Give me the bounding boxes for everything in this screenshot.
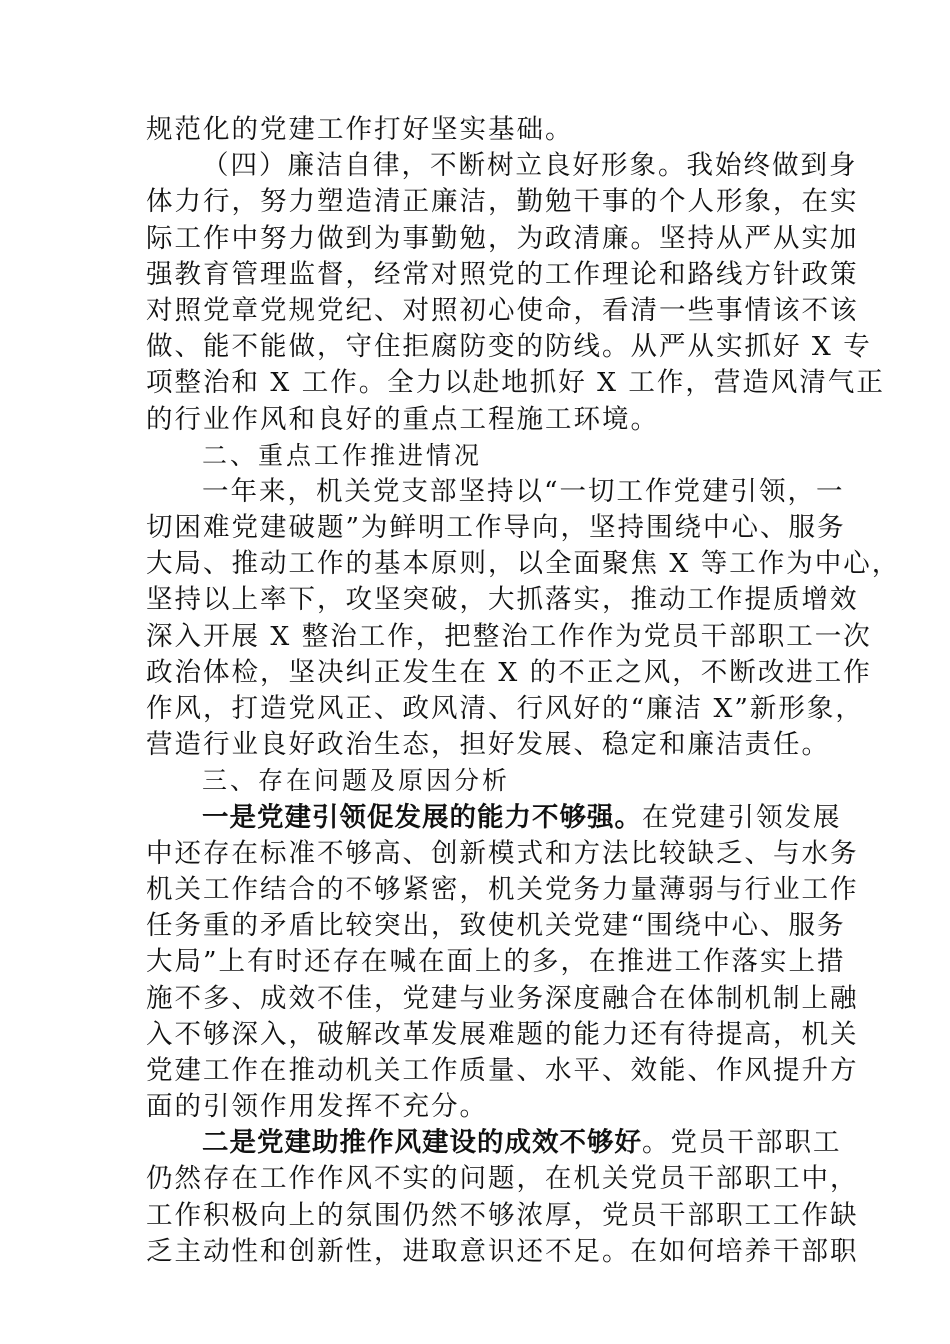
text-line: 规范化的党建工作打好坚实基础。 bbox=[146, 114, 574, 145]
point-two-first-line bbox=[146, 1125, 842, 1161]
document-body bbox=[146, 112, 901, 1270]
text-line: 入不够深入，破解改革发展难题的能力还有待提高，机关 bbox=[146, 1018, 859, 1050]
text-line: 营造行业良好政治生态，担好发展、稳定和廉洁责任。 bbox=[146, 729, 830, 761]
text-line: 任务重的矛盾比较突出，致使机关党建“围绕中心、服务 bbox=[146, 910, 846, 942]
text-line: 坚持以上率下，攻坚突破，大抓落实，推动工作提质增效 bbox=[146, 584, 859, 616]
text-line: 仍然存在工作作风不实的问题，在机关党员干部职工中， bbox=[146, 1163, 859, 1195]
subsection-4-line: （四）廉洁自律，不断树立良好形象。我始终做到身 bbox=[202, 150, 858, 182]
point-two-bold: 二是党建助推作风建设的成效不够好 bbox=[202, 1127, 642, 1159]
section-3-heading: 三、存在问题及原因分析 bbox=[202, 766, 511, 796]
text-line: 项整治和 X 工作。全力以赴地抓好 X 工作，营造风清气正 bbox=[146, 367, 885, 399]
text-line: 切困难党建破题”为鲜明工作导向，坚持围绕中心、服务 bbox=[146, 512, 846, 544]
text-line: 政治体检，坚决纠正发生在 X 的不正之风，不断改进工作 bbox=[146, 656, 872, 688]
text-line: 大局、推动工作的基本原则，以全面聚焦 X 等工作为中心， bbox=[146, 548, 901, 580]
text-line: 施不多、成效不佳，党建与业务深度融合在体制机制上融 bbox=[146, 982, 859, 1014]
text-line: 作风，打造党风正、政风清、行风好的“廉洁 X”新形象， bbox=[146, 693, 864, 724]
text-line: 做、能不能做，守住拒腐防变的防线。从严从实抓好 X 专 bbox=[146, 331, 872, 363]
text-line: 乏主动性和创新性，进取意识还不足。在如何培养干部职 bbox=[146, 1235, 859, 1267]
text-line: 中还存在标准不够高、创新模式和方法比较缺乏、与水务 bbox=[146, 837, 859, 869]
point-one-rest: 在党建引领发展 bbox=[642, 801, 842, 833]
point-two-rest: 。党员干部职工 bbox=[642, 1127, 842, 1159]
text-line: 体力行，努力塑造清正廉洁，勤勉干事的个人形象，在实 bbox=[146, 186, 859, 218]
section-2-heading: 二、重点工作推进情况 bbox=[202, 440, 483, 470]
text-line: 强教育管理监督，经常对照党的工作理论和路线方针政策 bbox=[146, 258, 859, 290]
text-line: 工作积极向上的氛围仍然不够浓厚，党员干部职工工作缺 bbox=[146, 1199, 859, 1231]
text-line: 对照党章党规党纪、对照初心使命，看清一些事情该不该 bbox=[146, 294, 859, 326]
text-line: 深入开展 X 整治工作，把整治工作作为党员干部职工一次 bbox=[146, 620, 872, 652]
text-line: 一年来，机关党支部坚持以“一切工作党建引领，一 bbox=[202, 475, 845, 507]
text-line: 际工作中努力做到为事勤勉，为政清廉。坚持从严从实加 bbox=[146, 222, 859, 254]
point-one-first-line bbox=[146, 800, 842, 836]
text-line: 的行业作风和良好的重点工程施工环境。 bbox=[146, 403, 659, 435]
point-one-bold: 一是党建引领促发展的能力不够强。 bbox=[202, 801, 642, 833]
text-line: 面的引领作用发挥不充分。 bbox=[146, 1091, 488, 1123]
text-line: 机关工作结合的不够紧密，机关党务力量薄弱与行业工作 bbox=[146, 873, 859, 905]
text-line: 党建工作在推动机关工作质量、水平、效能、作风提升方 bbox=[146, 1054, 859, 1086]
text-line: 大局”上有时还存在喊在面上的多，在推进工作落实上措 bbox=[146, 946, 846, 978]
